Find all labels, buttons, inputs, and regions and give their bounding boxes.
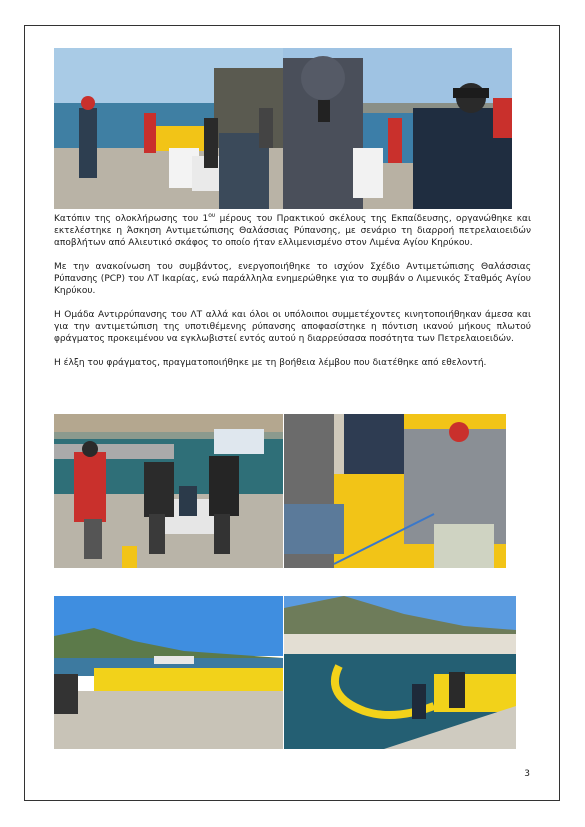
paragraph-3: Η Ομάδα Αντιρρύπανσης του ΛΤ αλλά και όλοι οι υπόλοιποι συμμετέχοντες κινητοποιήθηκαν άμεσα και για την αντιμετώπιση της υποτιθέμενης ρύπανσης αποφασίστηκε η πόντιση ικανού μήκους πλωτού φράγματος προκειμένου να εγκλωβιστεί εντός αυτού η διαρρεύσασα ποσότητα των Πετρελαιοειδών. <box>54 310 531 344</box>
photo-officers-filming-harbor <box>283 48 512 209</box>
paragraph-4: Η έλξη του φράγματος, πραγματοποιήθηκε με τη βοήθεια λέμβου που διατέθηκε από εθελοντή. <box>54 358 487 368</box>
photo-unfolding-yellow-boom <box>284 414 506 568</box>
photo-boom-deployed-along-quay <box>54 596 283 749</box>
photo-boom-preparation-at-quay <box>54 414 283 568</box>
report-body-text <box>54 213 531 369</box>
paragraph-1: Κατόπιν της ολοκλήρωσης του $1^{o\upsilon}$ μέρους του Πρακτικού σκέλους της Εκπαίδευσης, οργανώθηκε και εκτελέστηκε η Άσκηση Αντιμετώπισης Θαλάσσιας Ρύπανσης, με σενάριο τη διαρροή πετρελαιοειδών αποβλήτων από Αλιευτικό σκάφος το οποίο ήταν ελλιμενισμένο στον Λιμένα Αγίου Κηρύκου. <box>54 212 531 248</box>
paragraph-2: Με την ανακοίνωση του συμβάντος, ενεργοποιήθηκε το ισχύον Σχέδιο Αντιμετώπισης Θαλάσσιας Ρύπανσης (PCP) του ΛΤ Ικαρίας, ενώ παράλληλα ενημερώθηκε για το συμβάν ο Λιμενικός Σταθμός Αγίου Κηρύκου. <box>54 262 531 296</box>
photo-boom-encircling-harbor <box>284 596 516 749</box>
page-number: 3 <box>524 769 530 779</box>
photo-quay-team-with-truck <box>54 48 283 209</box>
ordinal-superscript: ου <box>208 212 216 219</box>
